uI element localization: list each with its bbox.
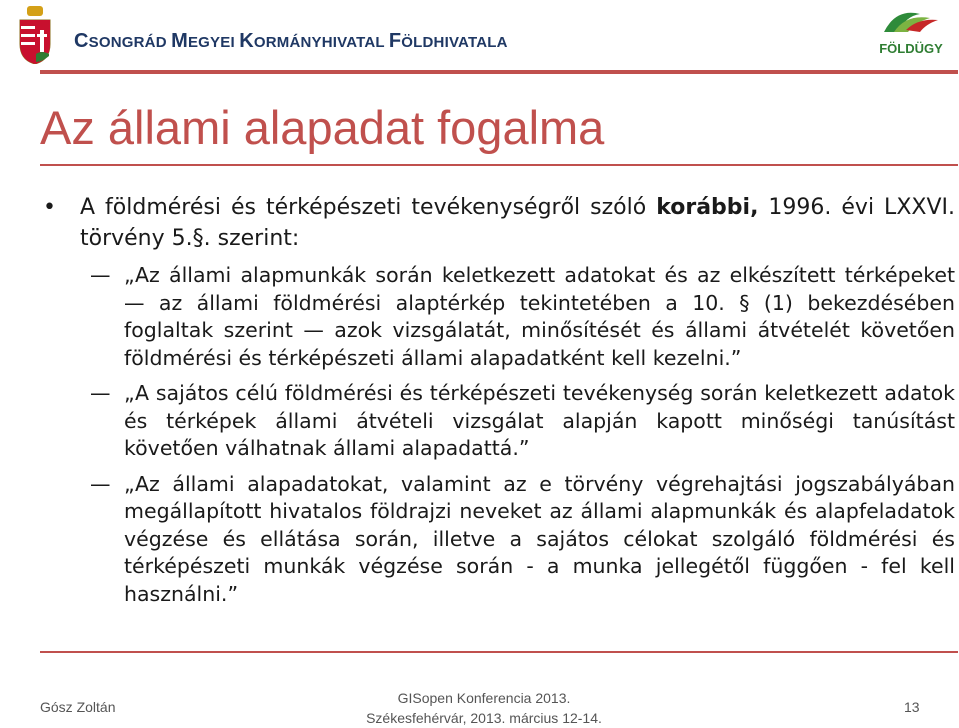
page-number: 13 bbox=[904, 699, 920, 715]
sub-item bbox=[40, 471, 955, 609]
footer-author: Gósz Zoltán bbox=[40, 699, 116, 715]
footer-divider bbox=[40, 651, 958, 653]
bullet-text-after: 1996. évi LXXVI. törvény 5.§. szerint: bbox=[80, 195, 955, 251]
sub-item-text: „Az állami alapmunkák során keletkezett adatokat és az elkészített térképeket — az állami földmérési alaptérkép tekintetében a 10. § (1) bekezdésében foglaltak szerint — azok vizsgálatát, minősítését és állami átvételét követően földmérési és térképészeti állami alapadatként kell kezelni.” bbox=[124, 263, 955, 370]
organization-name: CSONGRÁD MEGYEI KORMÁNYHIVATAL FÖLDHIVATALA bbox=[74, 30, 508, 52]
bullet-marker: • bbox=[43, 195, 56, 220]
dash-marker: — bbox=[90, 471, 111, 496]
hungarian-coat-of-arms-icon bbox=[18, 6, 52, 64]
bullet-text-before: A földmérési és térképészeti tevékenységről szóló bbox=[80, 195, 657, 220]
foldugy-logo bbox=[876, 6, 946, 58]
conference-place-date: Székesfehérvár, 2013. március 12-14. bbox=[366, 710, 602, 726]
sub-item bbox=[40, 380, 955, 463]
title-divider bbox=[40, 164, 958, 166]
sub-item-text: „Az állami alapadatokat, valamint az e törvény végrehajtási jogszabályában megállapított hivatalos földrajzi neveket az állami alapmunkák és alapfeladatok végzése és ellátása során, illetve a sajátos célokat szolgáló földmérési és térképészeti munkák végzése során - a munka jellegétől függően - fel kell használni.” bbox=[124, 471, 955, 606]
sub-item bbox=[40, 262, 955, 372]
slide-content bbox=[40, 192, 955, 608]
slide-header bbox=[0, 0, 959, 80]
slide-title: Az állami alapadat fogalma bbox=[40, 101, 605, 154]
main-bullet bbox=[40, 192, 955, 254]
sub-item-text: „A sajátos célú földmérési és térképészeti tevékenység során keletkezett adatok és térképek állami átvételi vizsgálat alapján kapott minőségi tanúsítást követően válhatnak állami alapadattá.” bbox=[124, 381, 955, 460]
dash-marker: — bbox=[90, 263, 111, 287]
logo-text: FÖLDÜGY bbox=[879, 41, 943, 56]
bullet-text-bold: korábbi, bbox=[656, 195, 759, 220]
header-divider bbox=[40, 70, 958, 74]
dash-marker: — bbox=[90, 381, 111, 405]
footer-conference bbox=[356, 688, 612, 728]
conference-name: GISopen Konferencia 2013. bbox=[397, 690, 571, 706]
